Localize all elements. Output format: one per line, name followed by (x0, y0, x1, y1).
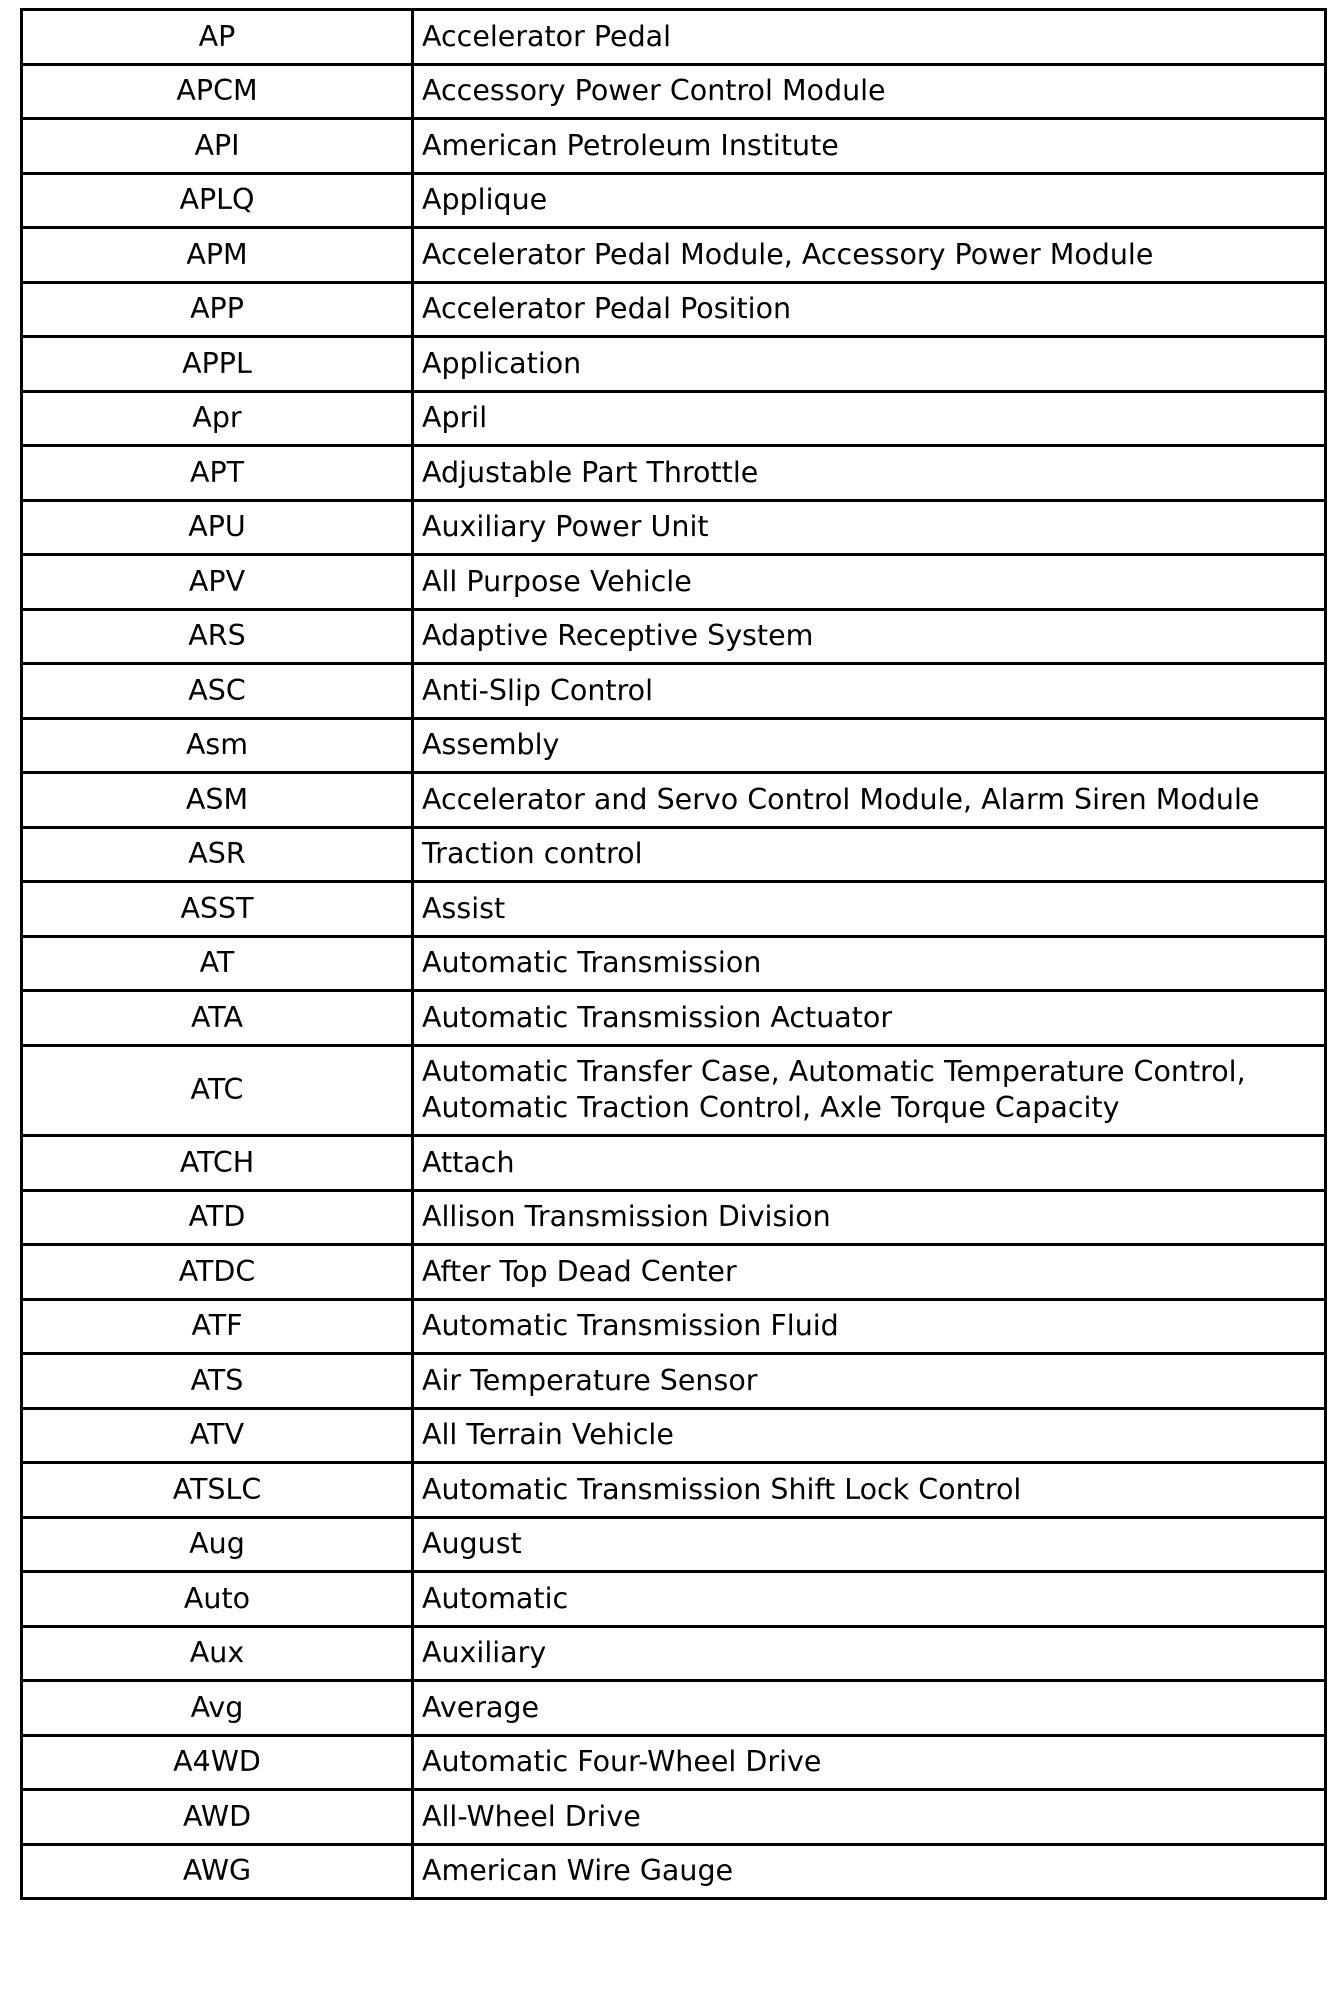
abbreviation-table (20, 8, 1327, 1900)
definition-cell: Automatic Transmission Fluid (413, 1299, 1326, 1354)
table-row (22, 991, 1326, 1046)
table-row (22, 1517, 1326, 1572)
abbreviation-cell: AT (22, 936, 413, 991)
definition-cell: August (413, 1517, 1326, 1572)
table-row (22, 1572, 1326, 1627)
definition-cell: All Terrain Vehicle (413, 1408, 1326, 1463)
definition-cell: Automatic Transfer Case, Automatic Temperature Control, Automatic Traction Control, Axle Torque Capacity (413, 1045, 1326, 1136)
abbreviation-cell: AWD (22, 1790, 413, 1845)
abbreviation-cell: ATCH (22, 1136, 413, 1191)
abbreviation-cell: ATC (22, 1045, 413, 1136)
definition-cell: Automatic Four-Wheel Drive (413, 1735, 1326, 1790)
table-row (22, 1190, 1326, 1245)
abbreviation-cell: Avg (22, 1681, 413, 1736)
definition-cell: Auxiliary (413, 1626, 1326, 1681)
table-row (22, 773, 1326, 828)
abbreviation-cell: ATF (22, 1299, 413, 1354)
abbreviation-cell: Aug (22, 1517, 413, 1572)
table-row (22, 555, 1326, 610)
definition-cell: After Top Dead Center (413, 1245, 1326, 1300)
abbreviation-cell: ARS (22, 609, 413, 664)
table-row (22, 827, 1326, 882)
abbreviation-cell: APPL (22, 337, 413, 392)
abbreviation-cell: APU (22, 500, 413, 555)
definition-cell: Auxiliary Power Unit (413, 500, 1326, 555)
abbreviation-cell: ATV (22, 1408, 413, 1463)
abbreviation-cell: A4WD (22, 1735, 413, 1790)
abbreviation-cell: Aux (22, 1626, 413, 1681)
abbreviation-cell: APM (22, 228, 413, 283)
table-row (22, 1463, 1326, 1518)
abbreviation-cell: ATDC (22, 1245, 413, 1300)
table-row (22, 1844, 1326, 1899)
definition-cell: Adaptive Receptive System (413, 609, 1326, 664)
definition-cell: Automatic Transmission (413, 936, 1326, 991)
definition-cell: Assist (413, 882, 1326, 937)
definition-cell: Accelerator Pedal Position (413, 282, 1326, 337)
definition-cell: Attach (413, 1136, 1326, 1191)
abbreviation-cell: ASR (22, 827, 413, 882)
definition-cell: Automatic (413, 1572, 1326, 1627)
table-row (22, 609, 1326, 664)
abbreviation-cell: API (22, 119, 413, 174)
definition-cell: Accelerator Pedal (413, 10, 1326, 65)
table-row (22, 119, 1326, 174)
definition-cell: Accelerator and Servo Control Module, Alarm Siren Module (413, 773, 1326, 828)
abbreviation-cell: ATSLC (22, 1463, 413, 1518)
definition-cell: Applique (413, 173, 1326, 228)
definition-cell: Automatic Transmission Actuator (413, 991, 1326, 1046)
table-row (22, 173, 1326, 228)
table-row (22, 446, 1326, 501)
definition-cell: Air Temperature Sensor (413, 1354, 1326, 1409)
definition-cell: Anti-Slip Control (413, 664, 1326, 719)
table-row (22, 936, 1326, 991)
table-row (22, 64, 1326, 119)
definition-cell: Accelerator Pedal Module, Accessory Power Module (413, 228, 1326, 283)
table-row (22, 1299, 1326, 1354)
definition-cell: Accessory Power Control Module (413, 64, 1326, 119)
table-row (22, 882, 1326, 937)
abbreviation-cell: APV (22, 555, 413, 610)
abbreviation-cell: Asm (22, 718, 413, 773)
abbreviation-cell: Auto (22, 1572, 413, 1627)
abbreviation-cell: APLQ (22, 173, 413, 228)
abbreviation-cell: ATS (22, 1354, 413, 1409)
table-row (22, 664, 1326, 719)
definition-cell: Traction control (413, 827, 1326, 882)
abbreviation-cell: ASST (22, 882, 413, 937)
table-row (22, 337, 1326, 392)
definition-cell: Allison Transmission Division (413, 1190, 1326, 1245)
table-row (22, 1790, 1326, 1845)
table-row (22, 1354, 1326, 1409)
table-row (22, 1626, 1326, 1681)
table-row (22, 1245, 1326, 1300)
abbreviation-cell: AWG (22, 1844, 413, 1899)
definition-cell: Assembly (413, 718, 1326, 773)
definition-cell: Application (413, 337, 1326, 392)
abbreviation-cell: APT (22, 446, 413, 501)
abbreviation-cell: Apr (22, 391, 413, 446)
abbreviation-cell: ATD (22, 1190, 413, 1245)
abbreviation-cell: AP (22, 10, 413, 65)
definition-cell: April (413, 391, 1326, 446)
abbreviation-table-body (22, 10, 1326, 1899)
definition-cell: American Petroleum Institute (413, 119, 1326, 174)
table-row (22, 282, 1326, 337)
definition-cell: All Purpose Vehicle (413, 555, 1326, 610)
table-row (22, 500, 1326, 555)
abbreviation-cell: ASM (22, 773, 413, 828)
definition-cell: Average (413, 1681, 1326, 1736)
definition-cell: Automatic Transmission Shift Lock Control (413, 1463, 1326, 1518)
definition-cell: Adjustable Part Throttle (413, 446, 1326, 501)
definition-cell: All-Wheel Drive (413, 1790, 1326, 1845)
table-row (22, 1408, 1326, 1463)
table-row (22, 10, 1326, 65)
table-row (22, 391, 1326, 446)
abbreviation-sheet (20, 8, 1324, 1900)
definition-cell: American Wire Gauge (413, 1844, 1326, 1899)
table-row (22, 1045, 1326, 1136)
table-row (22, 1136, 1326, 1191)
abbreviation-cell: APCM (22, 64, 413, 119)
abbreviation-cell: ASC (22, 664, 413, 719)
abbreviation-cell: ATA (22, 991, 413, 1046)
abbreviation-cell: APP (22, 282, 413, 337)
table-row (22, 1735, 1326, 1790)
table-row (22, 228, 1326, 283)
table-row (22, 1681, 1326, 1736)
table-row (22, 718, 1326, 773)
